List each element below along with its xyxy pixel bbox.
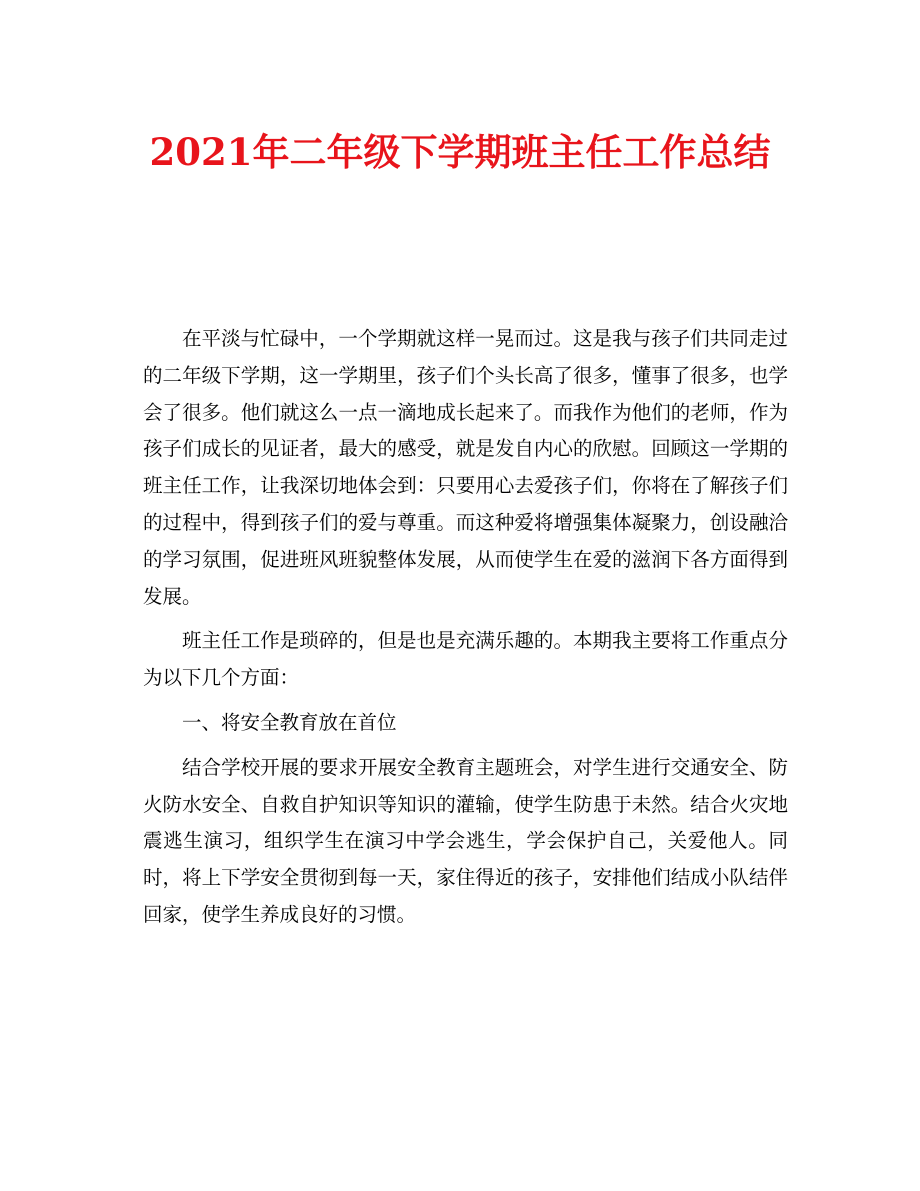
paragraph-intro: 在平淡与忙碌中，一个学期就这样一晃而过。这是我与孩子们共同走过的二年级下学期，这一学期里，孩子们个头长高了很多，懂事了很多，也学会了很多。他们就这么一点一滴地成长起来了。而我作为他们的老师，作为孩子们成长的见证者，最大的感受，就是发自内心的欣慰。回顾这一学期的班主任工作，让我深切地体会到：只要用心去爱孩子们，你将在了解孩子们的过程中，得到孩子们的爱与尊重。而这种爱将增强集体凝聚力，创设融洽的学习氛围，促进班风班貌整体发展，从而使学生在爱的滋润下各方面得到发展。	[143, 327, 788, 608]
document-title: 2021年二年级下学期班主任工作总结	[149, 130, 771, 174]
paragraph-safety: 结合学校开展的要求开展安全教育主题班会，对学生进行交通安全、防火防水安全、自救自护知识等知识的灌输，使学生防患于未然。结合火灾地震逃生演习，组织学生在演习中学会逃生，学会保护自己，关爱他人。同时，将上下学安全贯彻到每一天，家住得近的孩子，安排他们结成小队结伴回家，使学生养成良好的习惯。	[143, 755, 788, 926]
section-heading-safety: 一、将安全教育放在首位	[182, 710, 397, 734]
document-body	[143, 321, 788, 934]
paragraph-overview: 班主任工作是琐碎的，但是也是充满乐趣的。本期我主要将工作重点分为以下几个方面：	[143, 629, 788, 690]
